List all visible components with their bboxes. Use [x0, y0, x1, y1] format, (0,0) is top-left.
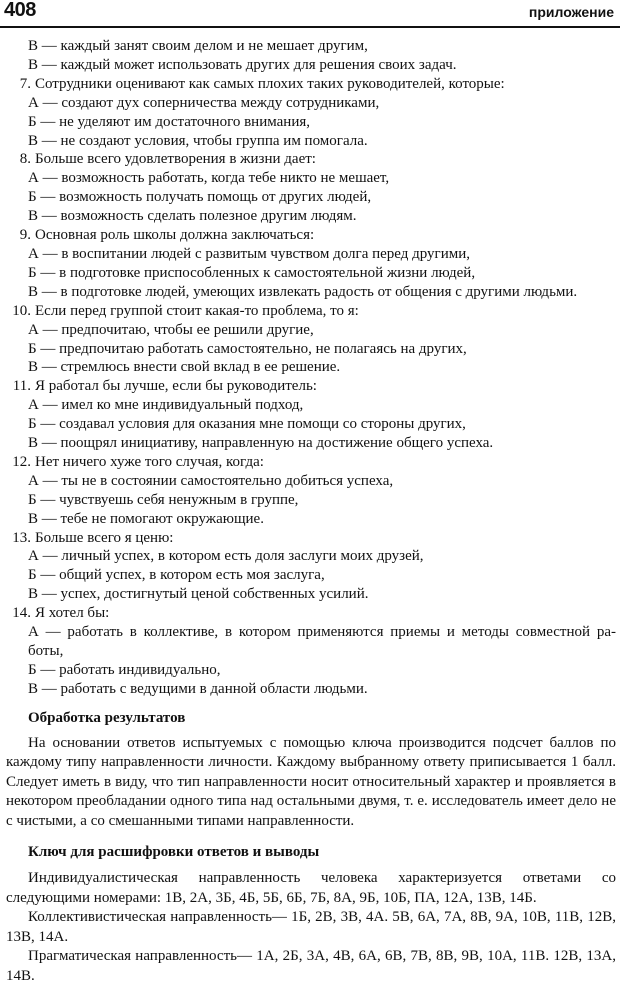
answer-option: А — работать в коллективе, в котором применяются приемы и методы совместной ра-: [28, 624, 616, 641]
answer-option: В — работать с ведущими в данной области людьми.: [28, 680, 368, 697]
question-text: Я хотел бы:: [35, 605, 110, 622]
question-text: Нет ничего хуже того случая, когда:: [35, 453, 264, 470]
processing-paragraph: На основании ответов испытуемых с помощью ключа производится подсчет баллов по каждому типу направленности личности. Каждому выбранному ответу приписывается 1 балл. Следует иметь в виду, что тип направленности носит относительный характер и проявляется в некотором преобладании одного типа над остальными двумя, т. е. исследователь имеет дело не с чистыми, а со смешанными типами направленности.: [6, 734, 616, 829]
answer-option: В — поощрял инициативу, направленную на достижение общего успеха.: [28, 435, 494, 452]
answer-option-continuation: боты,: [28, 643, 64, 659]
answer-option: Б — общий успех, в котором есть моя заслуга,: [28, 567, 325, 584]
answer-option: Б — работать индивидуально,: [28, 661, 221, 678]
question-number: 10.: [12, 302, 31, 319]
answer-option: А — в воспитании людей с развитым чувством долга перед другими,: [28, 245, 471, 262]
question-item: [6, 529, 616, 548]
answer-option: А — ты не в состоянии самостоятельно добиться успеха,: [28, 472, 394, 489]
page-number: 408: [4, 0, 36, 21]
question-text: Сотрудники оценивают как самых плохих таких руководителей, которые:: [35, 75, 505, 92]
answer-option: А — имел ко мне индивидуальный подход,: [28, 397, 304, 414]
question-text: Если перед группой стоит какая-то проблема, то я:: [35, 302, 359, 319]
answer-option: А — предпочитаю, чтобы ее решили другие,: [28, 321, 314, 338]
answer-option: В — каждый может использовать других для решения своих задач.: [28, 56, 457, 73]
key-paragraph: Индивидуалистическая направленность человека характеризуется ответами со следующими номерами: 1В, 2А, 3Б, 4Б, 5Б, 6Б, 7Б, 8А, 9Б, 10Б, ПА, 12А, 13В, 14Б.: [6, 870, 616, 906]
question-text: Я работал бы лучше, если бы руководитель:: [35, 378, 317, 395]
answer-option: Б — не уделяют им достаточного внимания,: [28, 113, 310, 130]
question-number: 11.: [12, 378, 31, 395]
answer-option: В — не создают условия, чтобы группа им помогала.: [28, 132, 368, 149]
question-item: [6, 75, 616, 94]
question-text: Больше всего удовлетворения в жизни дает:: [35, 151, 316, 168]
question-number: 7.: [19, 75, 31, 92]
answer-option: В — стремлюсь внести свой вклад в ее решение.: [28, 359, 341, 376]
question-number: 14.: [12, 605, 31, 622]
question-text: Основная роль школы должна заключаться:: [35, 227, 315, 244]
question-item: [6, 150, 616, 169]
answer-option: Б — в подготовке приспособленных к самостоятельной жизни людей,: [28, 264, 476, 281]
page-content: [6, 37, 616, 986]
answer-option: А — личный успех, в котором есть доля заслуги моих друзей,: [28, 548, 424, 565]
question-number: 9.: [19, 227, 31, 244]
answer-option: Б — предпочитаю работать самостоятельно, не полагаясь на других,: [28, 340, 467, 357]
question-item: [6, 377, 616, 396]
key-paragraph: Прагматическая направленность— 1А, 2Б, 3А, 4В, 6А, 6В, 7В, 8В, 9В, 10А, 11В. 12В, 13А, 14В.: [6, 948, 616, 984]
running-title: приложение: [528, 4, 614, 20]
answer-option: В — тебе не помогают окружающие.: [28, 510, 264, 527]
answer-option: В — успех, достигнутый ценой собственных усилий.: [28, 586, 369, 603]
answer-option: Б — возможность получать помощь от других людей,: [28, 189, 372, 206]
page-header: [0, 0, 620, 28]
answer-option: В — возможность сделать полезное другим людям.: [28, 208, 357, 225]
answer-option: Б — чувствуешь себя ненужным в группе,: [28, 491, 299, 508]
section-title-key: Ключ для расшифровки ответов и выводы: [28, 844, 320, 861]
answer-option: Б — создавал условия для оказания мне помощи со стороны других,: [28, 416, 466, 433]
key-paragraph: Коллективистическая направленность— 1Б, 2В, 3В, 4А. 5В, 6А, 7А, 8В, 9А, 10В, 11В, 12В, 13В, 14А.: [6, 909, 616, 945]
answer-option: В — каждый занят своим делом и не мешает другим,: [28, 38, 368, 54]
question-text: Больше всего я ценю:: [35, 529, 174, 546]
question-item: [6, 604, 616, 623]
question-number: 12.: [12, 453, 31, 470]
question-item: [6, 453, 616, 472]
question-number: 13.: [12, 529, 31, 546]
section-title-processing: Обработка результатов: [28, 709, 186, 726]
answer-option: В — в подготовке людей, умеющих извлекать радость от общения с другими людьми.: [28, 283, 578, 300]
question-number: 8.: [19, 151, 31, 168]
question-item: [6, 226, 616, 245]
question-item: [6, 302, 616, 321]
answer-option: А — создают дух соперничества между сотрудниками,: [28, 94, 380, 111]
answer-option: А — возможность работать, когда тебе никто не мешает,: [28, 170, 390, 187]
